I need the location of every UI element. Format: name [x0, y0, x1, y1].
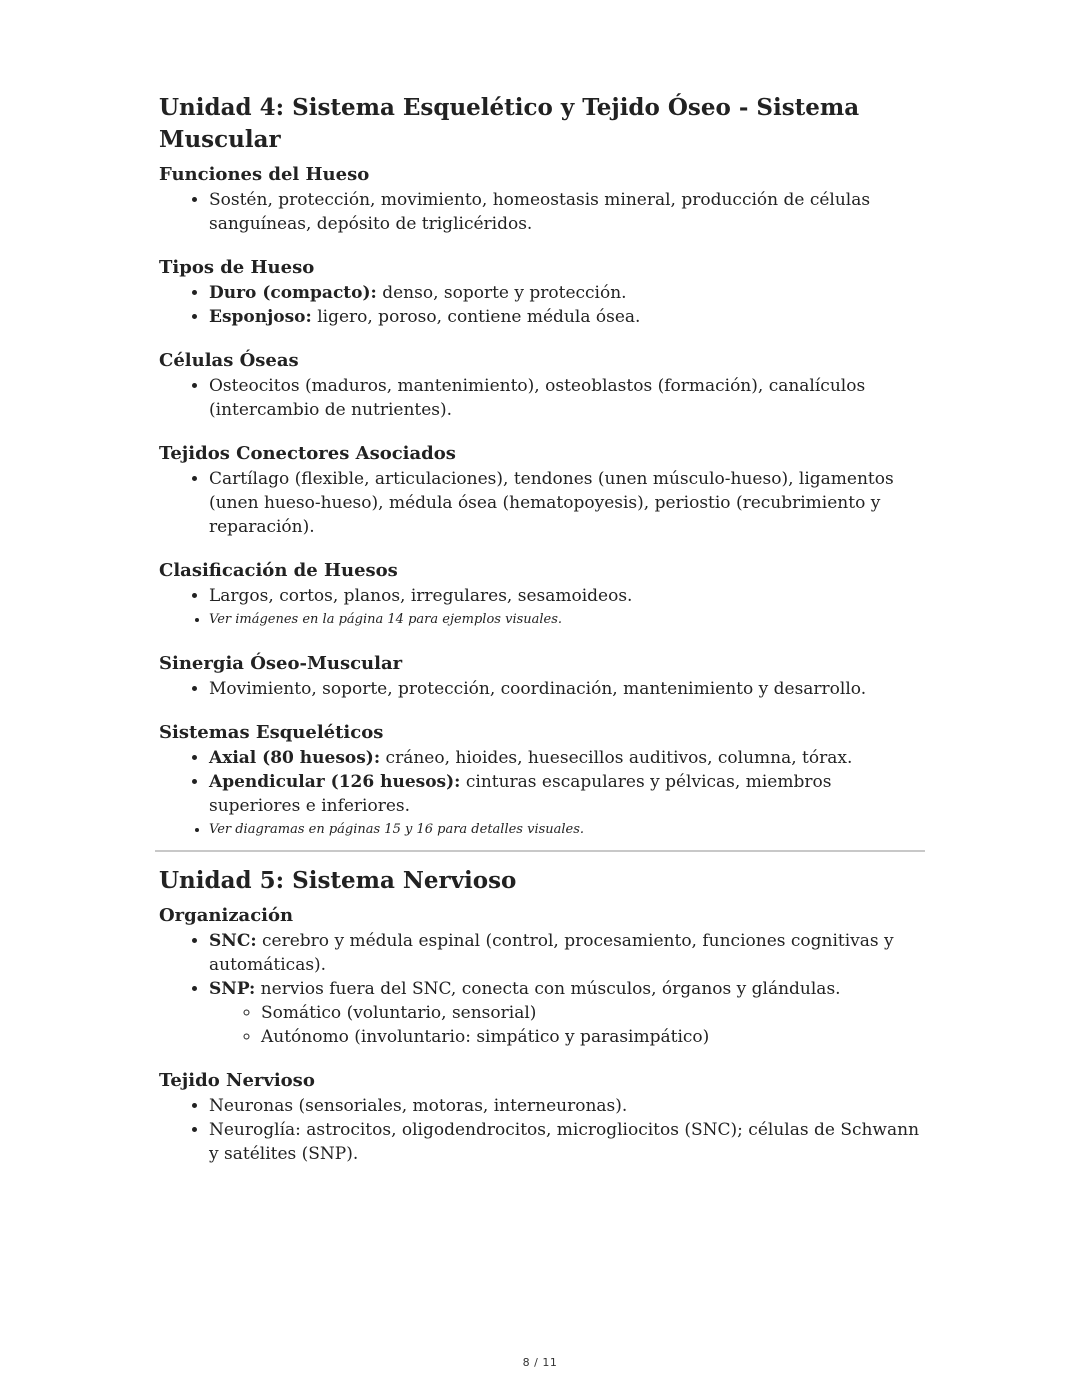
list-item: • Apendicular (126 huesos): cinturas escapulares y pélvicas, miembros superiores e inferiores. [209, 770, 921, 818]
sublist-snp [209, 1001, 921, 1049]
section-heading-funciones: Funciones del Hueso [159, 164, 370, 185]
list-tejidos-conectores [159, 467, 921, 539]
list-celulas [159, 374, 921, 422]
list-item: • Esponjoso: ligero, poroso, contiene médula ósea. [209, 305, 921, 329]
sublist-item: ◦ Autónomo (involuntario: simpático y parasimpático) [261, 1025, 921, 1049]
list-item: • Sostén, protección, movimiento, homeostasis mineral, producción de células sanguíneas, depósito de triglicéridos. [209, 188, 921, 236]
list-item: • Duro (compacto): denso, soporte y protección. [209, 281, 921, 305]
note-item: • Ver imágenes en la página 14 para ejemplos visuales. [209, 608, 921, 632]
list-tejido-nervioso [159, 1094, 921, 1166]
list-sinergia [159, 677, 921, 701]
list-item: • Cartílago (flexible, articulaciones), tendones (unen músculo-hueso), ligamentos (unen hueso-hueso), médula ósea (hematopoyesis), periostio (recubrimiento y reparación). [209, 467, 921, 539]
section-heading-celulas: Células Óseas [159, 350, 299, 371]
list-organizacion [159, 929, 921, 1049]
list-funciones [159, 188, 921, 236]
section-heading-tipos: Tipos de Hueso [159, 257, 315, 278]
section-heading-clasificacion: Clasificación de Huesos [159, 560, 398, 581]
unit-4-title: Unidad 4: Sistema Esquelético y Tejido Óseo - Sistema Muscular [159, 94, 860, 153]
unit-5-title: Unidad 5: Sistema Nervioso [159, 867, 517, 894]
list-item: • Neuronas (sensoriales, motoras, interneuronas). [209, 1094, 921, 1118]
section-divider [155, 850, 925, 852]
list-item: • SNP: nervios fuera del SNC, conecta con músculos, órganos y glándulas. ◦ Somático (voluntario, sensorial) ◦ Autónomo (involuntario: simpático y parasimpático) [209, 977, 921, 1049]
section-heading-tejidos-conectores: Tejidos Conectores Asociados [159, 443, 456, 464]
list-item: • Neuroglía: astrocitos, oligodendrocitos, microgliocitos (SNC); células de Schwann y satélites (SNP). [209, 1118, 921, 1166]
document-page [159, 92, 921, 1185]
section-heading-tejido-nervioso: Tejido Nervioso [159, 1070, 315, 1091]
sublist-item: ◦ Somático (voluntario, sensorial) [261, 1001, 921, 1025]
list-clasificacion [159, 584, 921, 632]
list-item: • Axial (80 huesos): cráneo, hioides, huesecillos auditivos, columna, tórax. [209, 746, 921, 770]
section-heading-sinergia: Sinergia Óseo-Muscular [159, 653, 403, 674]
list-sistemas [159, 746, 921, 842]
list-item: • Movimiento, soporte, protección, coordinación, mantenimiento y desarrollo. [209, 677, 921, 701]
section-heading-sistemas: Sistemas Esqueléticos [159, 722, 384, 743]
list-tipos [159, 281, 921, 329]
list-item: • Largos, cortos, planos, irregulares, sesamoideos. [209, 584, 921, 608]
section-heading-organizacion: Organización [159, 905, 294, 926]
note-item: • Ver diagramas en páginas 15 y 16 para detalles visuales. [209, 818, 921, 842]
list-item: • SNC: cerebro y médula espinal (control, procesamiento, funciones cognitivas y automáticas). [209, 929, 921, 977]
page-number: 8 / 11 [522, 1356, 558, 1369]
list-item: • Osteocitos (maduros, mantenimiento), osteoblastos (formación), canalículos (intercambio de nutrientes). [209, 374, 921, 422]
